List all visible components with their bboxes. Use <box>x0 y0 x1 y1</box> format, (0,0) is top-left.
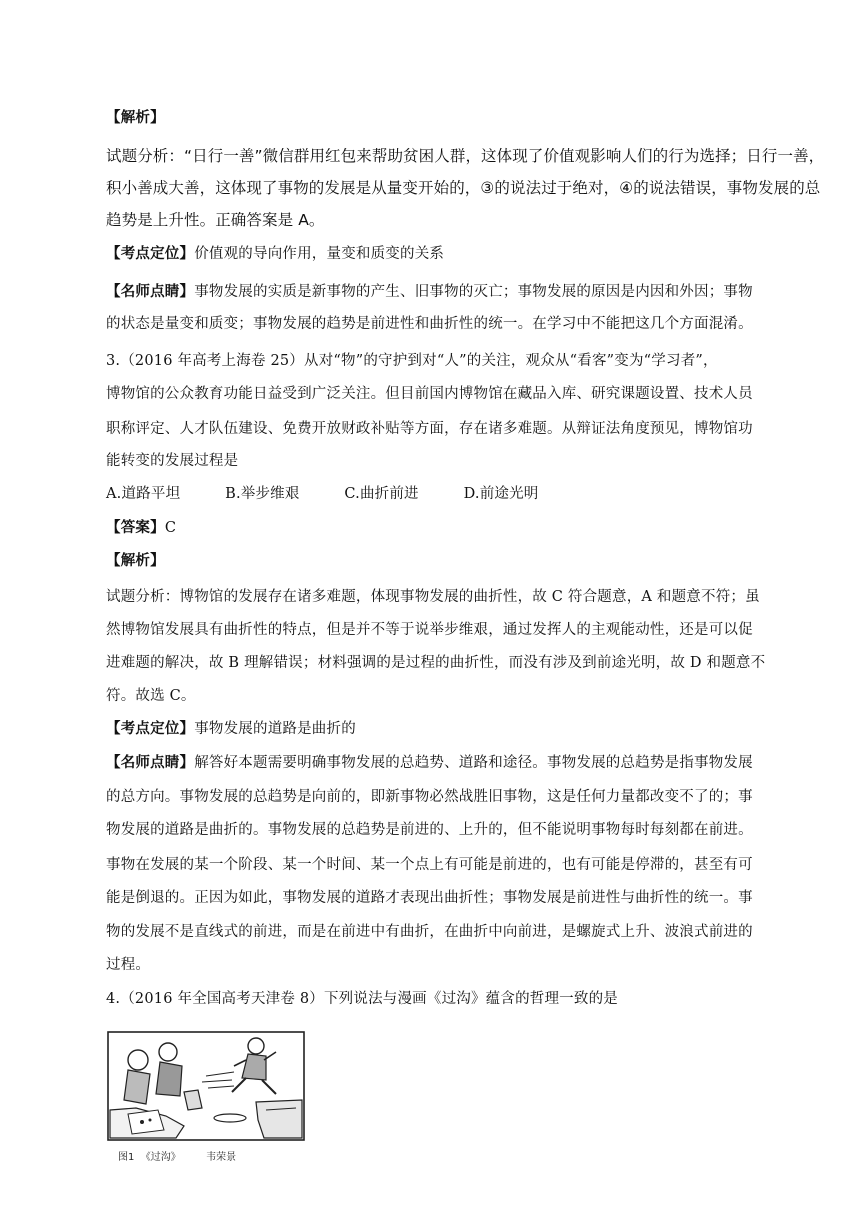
q3-mingshi-row <box>106 753 753 773</box>
mingshi-row-1 <box>106 282 753 302</box>
q3-option-a: A.道路平坦 <box>106 486 181 502</box>
q4-stem: 4.（2016 年全国高考天津卷 8）下列说法与漫画《过沟》蕴含的哲理一致的是 <box>106 991 618 1007</box>
q3-analysis-heading: 【解析】 <box>106 552 165 569</box>
kaodian-row-1 <box>106 244 444 264</box>
q3-mingshi-line-3: 物发展的道路是曲折的。事物发展的总趋势是前进的、上升的，但不能说明事物每时每刻都在前进。 <box>106 822 753 838</box>
q3-mingshi-line-4: 事物在发展的某一个阶段、某一个时间、某一个点上有可能是前进的，也有可能是停滞的，甚至有可 <box>106 857 753 873</box>
analysis-line-2: 积小善成大善，这体现了事物的发展是从量变开始的，③的说法过于绝对，④的说法错误，事物发展的总 <box>106 179 821 197</box>
q3-stem-line-2: 博物馆的公众教育功能日益受到广泛关注。但目前国内博物馆在藏品入库、研究课题设置、技术人员 <box>106 386 753 402</box>
q3-option-c: C.曲折前进 <box>344 486 419 502</box>
analysis-heading: 【解析】 <box>106 110 165 126</box>
kaodian-text: 价值观的导向作用，量变和质变的关系 <box>194 246 445 262</box>
kaodian-label: 【考点定位】 <box>106 245 195 262</box>
mingshi-label: 【名师点睛】 <box>106 283 195 300</box>
q3-option-b: B.举步维艰 <box>225 486 300 502</box>
q3-answer-row <box>106 518 176 538</box>
q3-analysis-line-1: 试题分析：博物馆的发展存在诸多难题，体现事物发展的曲折性，故 C 符合题意，A 和题意不符；虽 <box>106 589 760 605</box>
q3-mingshi-line-5: 能是倒退的。正因为如此，事物发展的道路才表现出曲折性；事物发展是前进性与曲折性的统一。事 <box>106 890 753 906</box>
analysis-line-1: 试题分析：“日行一善”微信群用红包来帮助贫困人群，这体现了价值观影响人们的行为选择；日行一善， <box>106 147 825 165</box>
q3-kaodian-label: 【考点定位】 <box>106 720 195 737</box>
figure-caption: 图1 《过沟》 韦荣景 <box>118 1152 237 1163</box>
q3-mingshi-line-6: 物的发展不是直线式的前进，而是在前进中有曲折，在曲折中向前进，是螺旋式上升、波浪式前进的 <box>106 924 753 940</box>
q3-answer-label: 【答案】 <box>106 519 165 536</box>
q3-stem-line-4: 能转变的发展过程是 <box>106 453 239 469</box>
analysis-line-3: 趋势是上升性。正确答案是 A。 <box>106 211 325 229</box>
q3-kaodian-text: 事物发展的道路是曲折的 <box>194 721 356 737</box>
mingshi-text: 事物发展的实质是新事物的产生、旧事物的灭亡；事物发展的原因是内因和外因；事物 <box>194 284 753 300</box>
q3-options <box>106 484 579 504</box>
q3-mingshi-label: 【名师点睛】 <box>106 754 195 771</box>
q3-stem-line-1: 3.（2016 年高考上海卷 25）从对“物”的守护到对“人”的关注，观众从“看客”变为“学习者”， <box>106 353 718 369</box>
q3-analysis-line-4: 符。故选 C。 <box>106 688 196 704</box>
mingshi-line-2: 的状态是量变和质变；事物发展的趋势是前进性和曲折性的统一。在学习中不能把这几个方面混淆。 <box>106 316 753 332</box>
q3-kaodian-row <box>106 719 356 739</box>
q3-analysis-line-2: 然博物馆发展具有曲折性的特点，但是并不等于说举步维艰，通过发挥人的主观能动性，还是可以促 <box>106 622 753 638</box>
cartoon-figure <box>106 1030 306 1170</box>
q3-mingshi-text: 解答好本题需要明确事物发展的总趋势、道路和途径。事物发展的总趋势是指事物发展 <box>194 755 753 771</box>
q3-analysis-line-3: 进难题的解决，故 B 理解错误；材料强调的是过程的曲折性，而没有涉及到前途光明，故 D 和题意不 <box>106 655 766 671</box>
q3-mingshi-line-7: 过程。 <box>106 957 151 973</box>
q3-mingshi-line-2: 的总方向。事物发展的总趋势是向前的，即新事物必然战胜旧事物，这是任何力量都改变不了的；事 <box>106 789 753 805</box>
q3-answer: C <box>164 520 177 536</box>
q3-option-d: D.前途光明 <box>463 486 539 502</box>
q3-stem-line-3: 职称评定、人才队伍建设、免费开放财政补贴等方面，存在诸多难题。从辩证法角度预见，博物馆功 <box>106 421 753 437</box>
